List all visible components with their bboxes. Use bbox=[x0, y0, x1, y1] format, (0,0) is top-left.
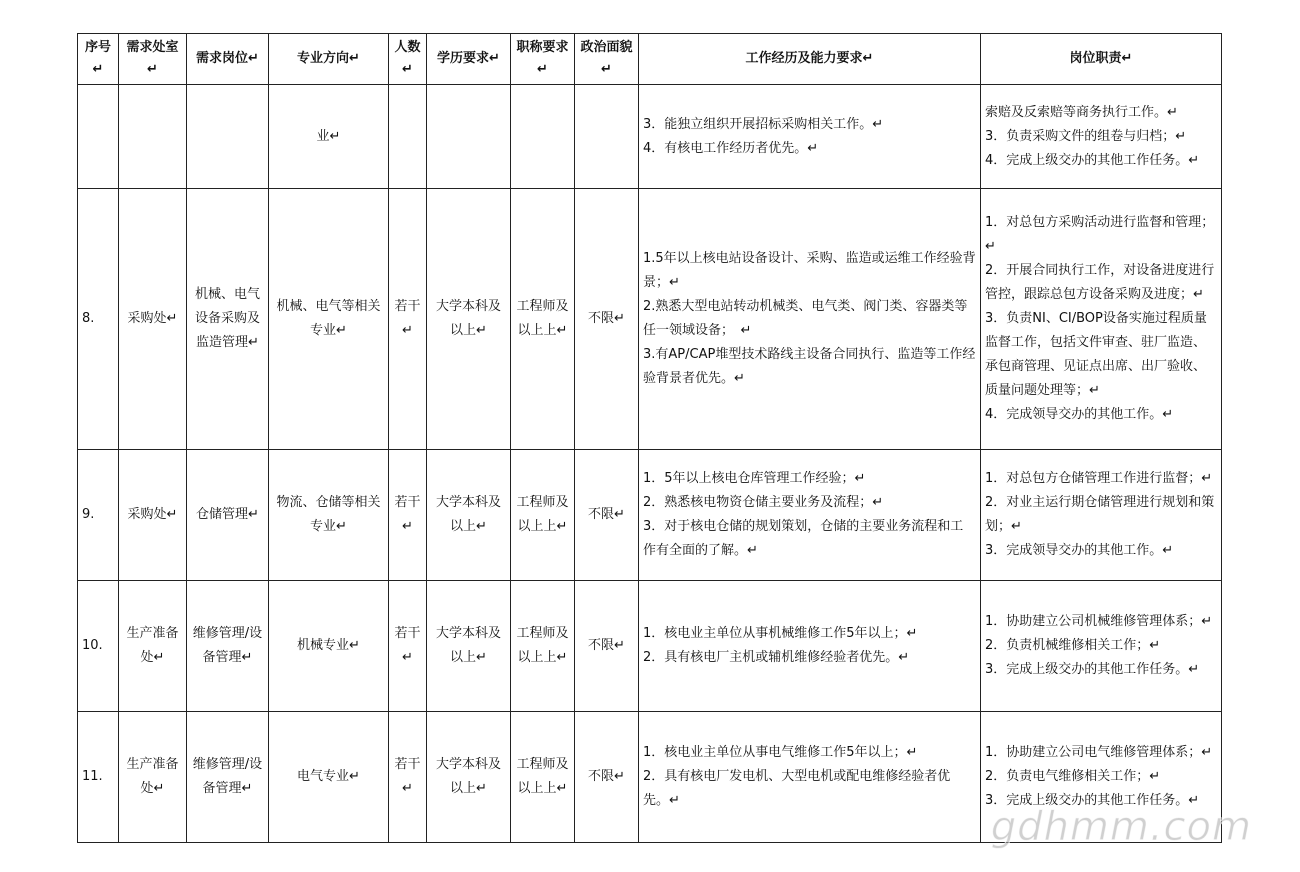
cell-post: 机械、电气设备采购及监造管理↵ bbox=[187, 189, 269, 450]
experience-line: 3.有AP/CAP堆型技术路线主设备合同执行、监造等工作经验背景者优先。↵ bbox=[643, 347, 976, 386]
header-count: 人数↵ bbox=[389, 34, 427, 85]
duty-line: 3．完成上级交办的其他工作任务。↵ bbox=[985, 662, 1200, 677]
cell-dept: 生产准备处↵ bbox=[119, 712, 187, 843]
experience-line: 1.5年以上核电站设备设计、采购、监造或运维工作经验背景；↵ bbox=[643, 251, 976, 290]
cell-count: 若干↵ bbox=[389, 450, 427, 581]
header-title: 职称要求↵ bbox=[511, 34, 575, 85]
cell-seq: 9. bbox=[78, 450, 119, 581]
continuation-row bbox=[78, 85, 1222, 189]
cell-politics bbox=[575, 85, 639, 189]
duty-line: 2．对业主运行期仓储管理进行规划和策划；↵ bbox=[985, 495, 1215, 534]
cell-duties bbox=[981, 85, 1222, 189]
cell-duties bbox=[981, 189, 1222, 450]
cell-edu: 大学本科及以上↵ bbox=[427, 581, 511, 712]
recruitment-table bbox=[77, 33, 1222, 843]
duty-line: 3．完成领导交办的其他工作。↵ bbox=[985, 543, 1174, 558]
cell-seq: 11. bbox=[78, 712, 119, 843]
duty-line: 2．负责机械维修相关工作；↵ bbox=[985, 638, 1161, 653]
cell-duties bbox=[981, 581, 1222, 712]
duty-line: 1．协助建立公司电气维修管理体系；↵ bbox=[985, 745, 1213, 760]
experience-line: 4．有核电工作经历者优先。↵ bbox=[643, 140, 819, 156]
cell-edu: 大学本科及以上↵ bbox=[427, 712, 511, 843]
experience-line: 2.熟悉大型电站转动机械类、电气类、阀门类、容器类等任一领域设备； ↵ bbox=[643, 299, 968, 338]
cell-edu bbox=[427, 85, 511, 189]
experience-line: 3．能独立组织开展招标采购相关工作。↵ bbox=[643, 116, 884, 132]
cell-title: 工程师及以上上↵ bbox=[511, 450, 575, 581]
experience-line: 1．5年以上核电仓库管理工作经验；↵ bbox=[643, 471, 866, 486]
header-duties: 岗位职责↵ bbox=[981, 34, 1222, 85]
cell-title: 工程师及以上上↵ bbox=[511, 581, 575, 712]
cell-title: 工程师及以上上↵ bbox=[511, 712, 575, 843]
cell-experience bbox=[639, 581, 981, 712]
experience-line: 1．核电业主单位从事机械维修工作5年以上；↵ bbox=[643, 626, 918, 641]
cell-major: 电气专业↵ bbox=[269, 712, 389, 843]
cell-major: 机械、电气等相关专业↵ bbox=[269, 189, 389, 450]
cell-post: 维修管理/设备管理↵ bbox=[187, 581, 269, 712]
cell-major: 物流、仓储等相关专业↵ bbox=[269, 450, 389, 581]
cell-title: 工程师及以上上↵ bbox=[511, 189, 575, 450]
cell-dept: 生产准备处↵ bbox=[119, 581, 187, 712]
duty-line: 1．对总包方采购活动进行监督和管理；↵ bbox=[985, 215, 1215, 254]
cell-seq bbox=[78, 85, 119, 189]
header-edu: 学历要求↵ bbox=[427, 34, 511, 85]
cell-seq: 8. bbox=[78, 189, 119, 450]
cell-experience bbox=[639, 189, 981, 450]
cell-experience bbox=[639, 85, 981, 189]
table-row bbox=[78, 450, 1222, 581]
cell-politics: 不限↵ bbox=[575, 712, 639, 843]
duty-line: 4．完成领导交办的其他工作。↵ bbox=[985, 407, 1174, 422]
cell-experience bbox=[639, 712, 981, 843]
cell-post bbox=[187, 85, 269, 189]
duty-line: 3．负责采购文件的组卷与归档；↵ bbox=[985, 128, 1187, 144]
cell-count bbox=[389, 85, 427, 189]
duty-line: 1．对总包方仓储管理工作进行监督；↵ bbox=[985, 471, 1213, 486]
experience-line: 1．核电业主单位从事电气维修工作5年以上；↵ bbox=[643, 745, 918, 760]
header-row bbox=[78, 34, 1222, 85]
header-experience: 工作经历及能力要求↵ bbox=[639, 34, 981, 85]
experience-line: 3．对于核电仓储的规划策划，仓储的主要业务流程和工作有全面的了解。↵ bbox=[643, 519, 964, 558]
duty-line: 4．完成上级交办的其他工作任务。↵ bbox=[985, 152, 1200, 168]
header-seq: 序号↵ bbox=[78, 34, 119, 85]
cell-count: 若干↵ bbox=[389, 189, 427, 450]
cell-count: 若干↵ bbox=[389, 712, 427, 843]
duty-line: 3．负责NI、CI/BOP设备实施过程质量监督工作，包括文件审查、驻厂监造、承包商管理、见证点出席、出厂验收、质量问题处理等；↵ bbox=[985, 311, 1207, 398]
cell-major: 业↵ bbox=[269, 85, 389, 189]
cell-duties bbox=[981, 712, 1222, 843]
header-major: 专业方向↵ bbox=[269, 34, 389, 85]
duty-line: 1．协助建立公司机械维修管理体系；↵ bbox=[985, 614, 1213, 629]
cell-dept: 采购处↵ bbox=[119, 189, 187, 450]
table-row bbox=[78, 712, 1222, 843]
duty-line: 2．开展合同执行工作，对设备进度进行管控，跟踪总包方设备采购及进度；↵ bbox=[985, 263, 1215, 302]
cell-dept bbox=[119, 85, 187, 189]
cell-count: 若干↵ bbox=[389, 581, 427, 712]
cell-duties bbox=[981, 450, 1222, 581]
site-watermark: gdhmm.com bbox=[990, 804, 1252, 850]
header-post: 需求岗位↵ bbox=[187, 34, 269, 85]
duty-line: 2．负责电气维修相关工作；↵ bbox=[985, 769, 1161, 784]
cell-major: 机械专业↵ bbox=[269, 581, 389, 712]
cell-title bbox=[511, 85, 575, 189]
table-row bbox=[78, 189, 1222, 450]
duty-line: 3．完成上级交办的其他工作任务。↵ bbox=[985, 793, 1200, 808]
cell-post: 维修管理/设备管理↵ bbox=[187, 712, 269, 843]
header-politics: 政治面貌↵ bbox=[575, 34, 639, 85]
experience-line: 2．具有核电厂主机或辅机维修经验者优先。↵ bbox=[643, 650, 910, 665]
cell-edu: 大学本科及以上↵ bbox=[427, 189, 511, 450]
table-row bbox=[78, 581, 1222, 712]
duty-line: 索赔及反索赔等商务执行工作。↵ bbox=[985, 104, 1178, 120]
experience-line: 2．熟悉核电物资仓储主要业务及流程；↵ bbox=[643, 495, 884, 510]
cell-politics: 不限↵ bbox=[575, 450, 639, 581]
cell-edu: 大学本科及以上↵ bbox=[427, 450, 511, 581]
cell-experience bbox=[639, 450, 981, 581]
experience-line: 2．具有核电厂发电机、大型电机或配电维修经验者优先。↵ bbox=[643, 769, 951, 808]
cell-seq: 10. bbox=[78, 581, 119, 712]
cell-politics: 不限↵ bbox=[575, 189, 639, 450]
cell-dept: 采购处↵ bbox=[119, 450, 187, 581]
cell-politics: 不限↵ bbox=[575, 581, 639, 712]
cell-post: 仓储管理↵ bbox=[187, 450, 269, 581]
header-dept: 需求处室↵ bbox=[119, 34, 187, 85]
